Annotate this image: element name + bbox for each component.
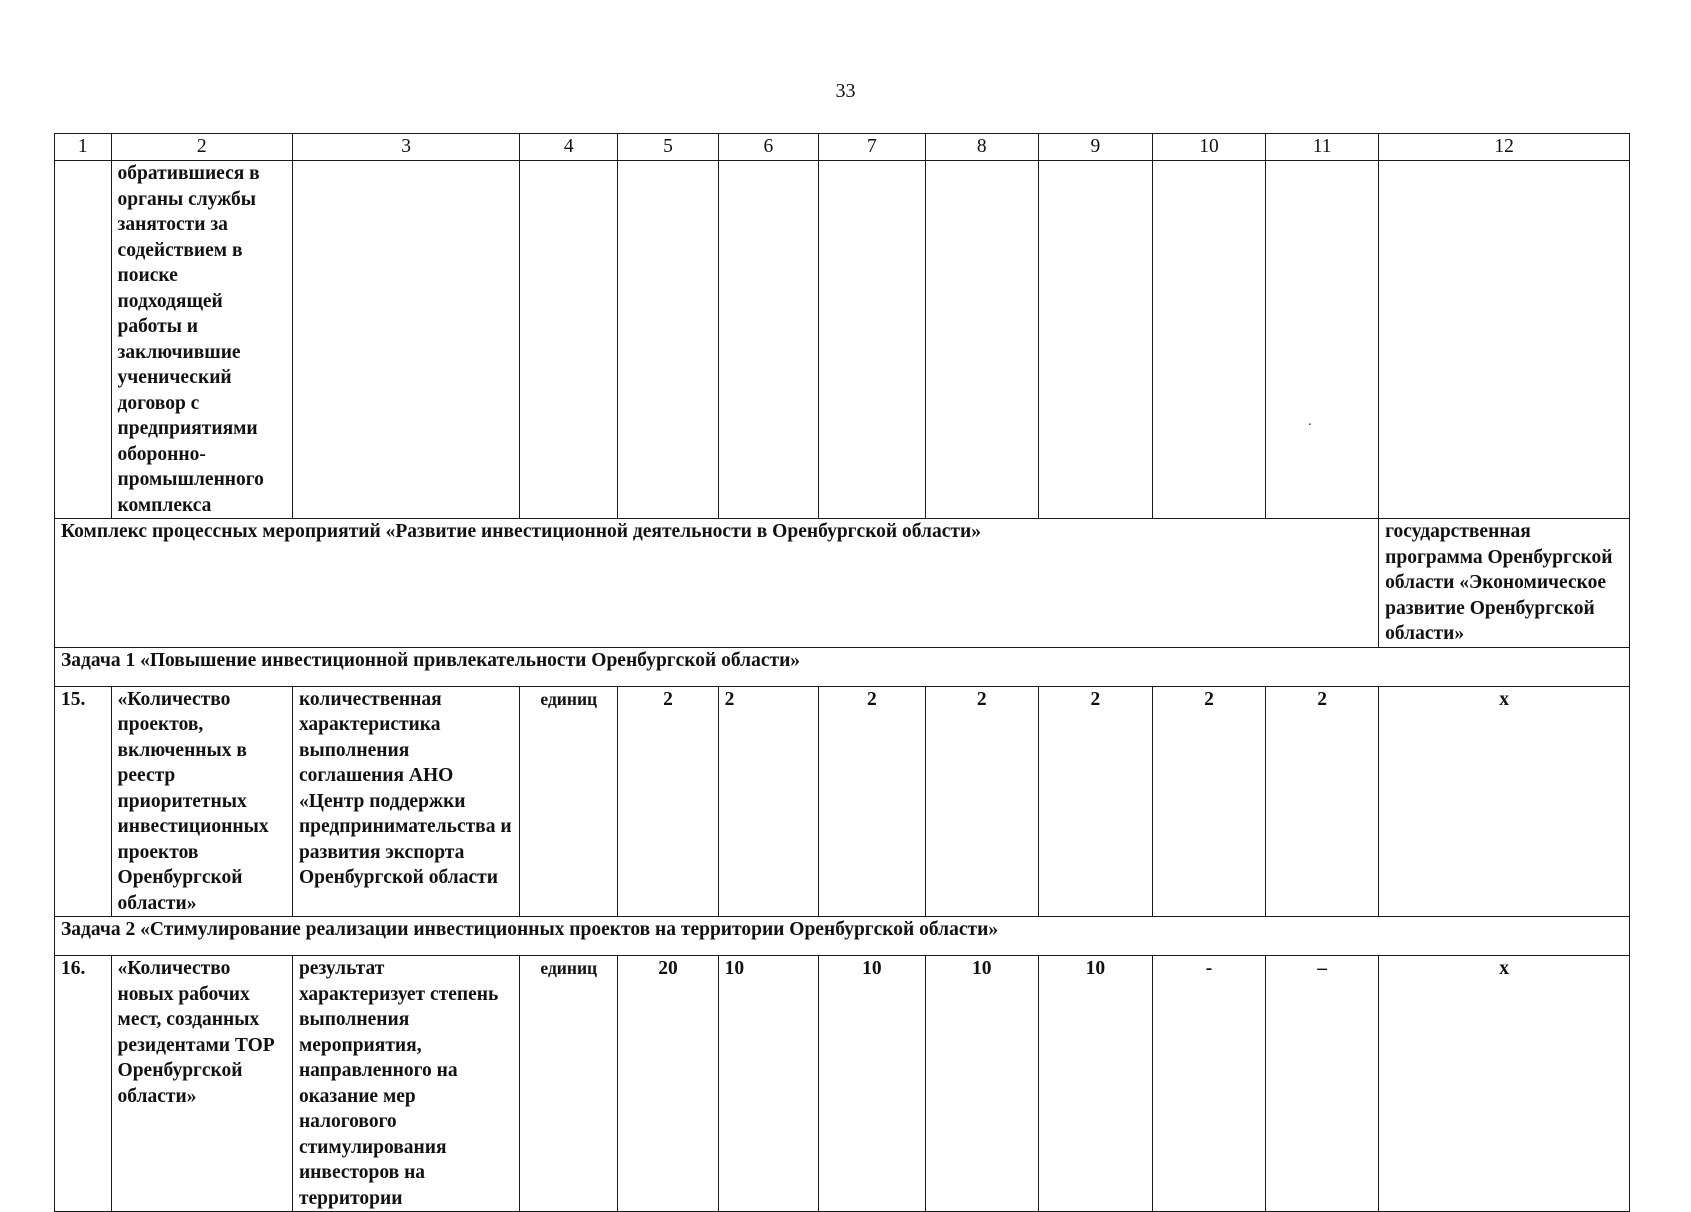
characteristic-cell: результат характеризует степень выполнения мероприятия, направленного на оказание мер налогового стимулирования инвесторов на территории — [292, 956, 519, 1212]
column-header: 9 — [1038, 134, 1152, 161]
value-cell: 2 — [1038, 686, 1152, 917]
table-cell — [618, 161, 718, 519]
value-cell: х — [1379, 686, 1630, 917]
column-header: 12 — [1379, 134, 1630, 161]
unit-cell: единиц — [520, 686, 618, 917]
column-header: 11 — [1266, 134, 1379, 161]
table-cell — [718, 161, 818, 519]
column-header: 6 — [718, 134, 818, 161]
header-row — [55, 134, 1630, 161]
table-cell — [520, 161, 618, 519]
column-header: 2 — [111, 134, 292, 161]
table-row — [55, 686, 1630, 917]
column-header: 1 — [55, 134, 112, 161]
value-cell: 20 — [618, 956, 718, 1212]
task-row — [55, 647, 1630, 686]
page-number: 33 — [835, 80, 856, 102]
row-index: 15. — [55, 686, 112, 917]
table-cell — [55, 161, 112, 519]
characteristic-cell: количественная характеристика выполнения соглашения АНО «Центр поддержки предпринимательства и развития экспорта Оренбургской области — [292, 686, 519, 917]
indicator-name-cell: «Количество новых рабочих мест, созданных резидентами ТОР Оренбургской области» — [111, 956, 292, 1212]
row-index: 16. — [55, 956, 112, 1212]
table-cell — [1266, 161, 1379, 519]
value-cell: 10 — [718, 956, 818, 1212]
indicator-name-cell: «Количество проектов, включенных в реестр приоритетных инвестиционных проектов Оренбургской области» — [111, 686, 292, 917]
value-cell: 2 — [1266, 686, 1379, 917]
column-header: 4 — [520, 134, 618, 161]
value-cell: 10 — [1038, 956, 1152, 1212]
program-cell: государственная программа Оренбургской области «Экономическое развитие Оренбургской области» — [1379, 519, 1630, 648]
value-cell: 2 — [1152, 686, 1265, 917]
value-cell: х — [1379, 956, 1630, 1212]
column-header: 5 — [618, 134, 718, 161]
column-header: 3 — [292, 134, 519, 161]
table-cell — [925, 161, 1038, 519]
table-cell — [1379, 161, 1630, 519]
table-cell — [818, 161, 925, 519]
value-cell: 2 — [925, 686, 1038, 917]
table-cell — [1038, 161, 1152, 519]
column-header: 7 — [818, 134, 925, 161]
task-title: Задача 2 «Стимулирование реализации инвестиционных проектов на территории Оренбургской области» — [55, 917, 1630, 956]
indicator-name-cell: обратившиеся в органы службы занятости за содействием в поиске подходящей работы и заключившие ученический договор с предприятиями оборонно-промышленного комплекса — [111, 161, 292, 519]
value-cell: 10 — [818, 956, 925, 1212]
column-header: 8 — [925, 134, 1038, 161]
value-cell: 10 — [925, 956, 1038, 1212]
stray-mark: · — [1307, 418, 1313, 433]
value-cell: – — [1266, 956, 1379, 1212]
value-cell: 2 — [818, 686, 925, 917]
value-cell: 2 — [618, 686, 718, 917]
complex-row — [55, 519, 1630, 648]
task-title: Задача 1 «Повышение инвестиционной привлекательности Оренбургской области» — [55, 647, 1630, 686]
complex-title: Комплекс процессных мероприятий «Развитие инвестиционной деятельности в Оренбургской области» — [55, 519, 1379, 648]
unit-cell: единиц — [520, 956, 618, 1212]
value-cell: 2 — [718, 686, 818, 917]
task-row — [55, 917, 1630, 956]
table-row — [55, 956, 1630, 1212]
table-row-continued — [55, 161, 1630, 519]
table-cell — [1152, 161, 1265, 519]
value-cell: - — [1152, 956, 1265, 1212]
table-cell — [292, 161, 519, 519]
indicators-table — [54, 133, 1630, 1212]
column-header: 10 — [1152, 134, 1265, 161]
